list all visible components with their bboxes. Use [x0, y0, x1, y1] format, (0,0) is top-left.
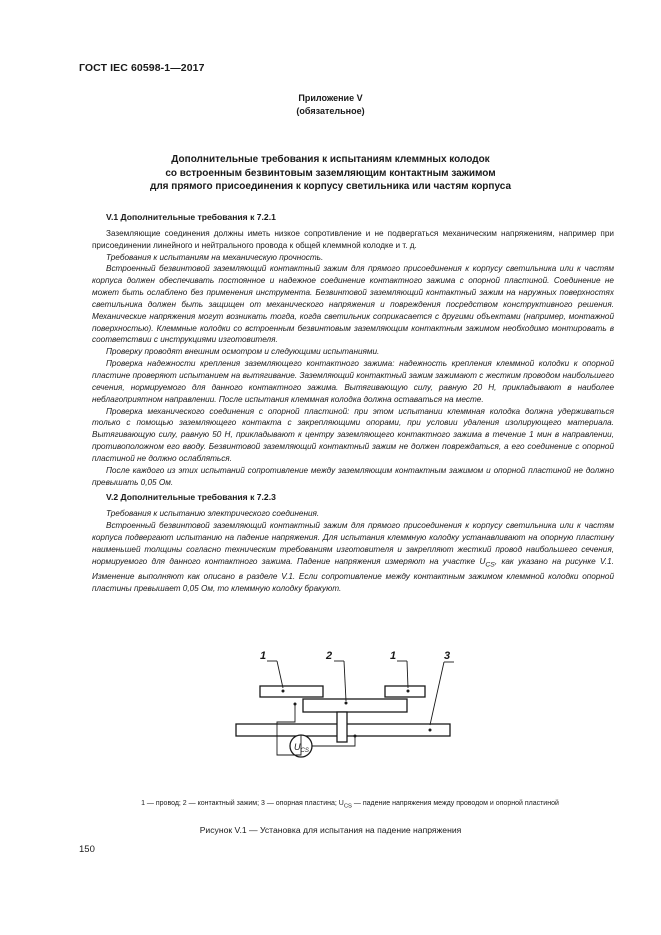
- section-v1-paragraph-6: Проверка механического соединения с опорной пластиной: при этом испытании клеммная колодка должна удерживаться только с помощью заземляющего контакта с закрепляющими опорами, при условии удаления изолирующего материала. Вытягивающую силу, равную 50 Н, прикладывают к центру заземляющего контактного зажима в течение 1 мин в направлении, противоположном его вводу. Безвинтовой заземляющий контактный зажим не должен повреждаться, а его соединение с опорной пластиной не должно ослабляться.: [92, 406, 614, 463]
- section-v2-paragraph-2: [92, 520, 614, 595]
- section-v1-paragraph-1: Заземляющие соединения должны иметь низкое сопротивление и не подвергаться механическим напряжениям, например при присоединении линейного и нейтрального провода к общей клеммной колодке и т. д.: [92, 228, 614, 250]
- lead-to-plate: [312, 736, 355, 746]
- section-v2-paragraph-1: Требования к испытанию электрического соединения.: [106, 509, 320, 519]
- legend-text-a: 1 — провод; 2 — контактный зажим; 3 — опорная пластина; U: [141, 800, 344, 807]
- section-v2-heading: V.2 Дополнительные требования к 7.2.3: [106, 492, 276, 503]
- appendix-heading: [0, 92, 661, 118]
- section-v1-paragraph-7: После каждого из этих испытаний сопротивление между заземляющим контактным зажимом и опорной пластиной не должно превышать 0,05 Ом.: [92, 465, 614, 487]
- section-v1-paragraph-3: Встроенный безвинтовой заземляющий контактный зажим для прямого присоединения к корпусу светильника или к частям корпуса должен обеспечивать постоянное и надежное соединение контактного зажима с опорной пластиной. Соединение не может быть ослаблено без применения инструмента. Безвинтовой заземляющий контактный зажим на наружных поверхностях светильника должен быть защищен от механического напряжения и повреждения посредством конструктивного решения. Механические напряжения могут возникать тогда, когда светильник соприкасается с другими объектами (например, монтажной поверхностью). Клеммные колодки со встроенным безвинтовым заземляющим контактным зажимом необходимо монтировать в соответствии с инструкциями изготовителя.: [92, 264, 614, 345]
- legend-text-b: — падение напряжения между проводом и опорной пластиной: [351, 800, 559, 807]
- label-clamp: 2: [326, 650, 333, 662]
- paragraph-text-b: , как указано на рисунке V.1. Изменение выполняют как описано в разделе V.1. Если сопротивление между контактным зажимом клеммной колодки опорной пластины превышает 0,05 Ом, то клеммную колодку бракуют.: [92, 556, 614, 593]
- contact-clamp: [303, 699, 407, 712]
- document-body: [92, 212, 614, 595]
- section-v1-heading: V.1 Дополнительные требования к 7.2.1: [106, 212, 276, 222]
- section-v1-paragraph-2: Требования к испытаниям на механическую прочность.: [106, 252, 324, 262]
- main-title-line-1: Дополнительные требования к испытаниям клеммных колодок: [171, 154, 490, 165]
- label-plate: 3: [444, 650, 451, 662]
- document-header: ГОСТ IEC 60598-1—2017: [79, 62, 205, 74]
- appendix-status: (обязательное): [296, 106, 365, 116]
- clamp-stem: [337, 712, 347, 742]
- voltmeter-subscript: CS: [300, 748, 309, 754]
- figure-v1-diagram: [230, 646, 460, 758]
- section-v1-paragraph-5: Проверка надежности крепления заземляющего контактного зажима: надежность крепления клеммной колодки к опорной пластине проверяют испытанием на вытягивание. Заземляющий контактный зажим зажимают с жестким проводом наибольшего сечения, нормируемого для данного контактного зажима. Вытягивающую силу, равную 20 Н, прикладывают в наиболее неблагоприятном направлении. После испытания клеммная колодка должна оставаться на месте.: [92, 359, 614, 404]
- figure-legend: [80, 800, 620, 809]
- right-wire: [385, 686, 425, 697]
- left-wire: [260, 686, 323, 697]
- main-title-line-2: со встроенным безвинтовым заземляющим контактным зажимом: [165, 167, 496, 179]
- appendix-title: Приложение V: [298, 93, 363, 103]
- appendix-main-title: [0, 153, 661, 194]
- voltmeter-symbol: U: [294, 742, 301, 752]
- label-wire-left: 1: [260, 650, 267, 662]
- page-number: 150: [79, 844, 95, 855]
- voltage-subscript: CS: [485, 561, 495, 569]
- paragraph-text-a: Встроенный безвинтовой заземляющий контактный зажим для прямого присоединения к корпусу светильника или к частям корпуса подвергают испытанию на падение напряжения. Для испытания клеммную колодку устанавливают на опорную пластину наименьшей толщины согласно техническим требованиям изготовителя и закрепляют жесткий провод наибольшего сечения, нормируемого для данного контактного зажима. Падение напряжения измеряют на участке U: [92, 521, 614, 566]
- main-title-line-3: для прямого присоединения к корпусу светильника или частям корпуса: [149, 181, 512, 192]
- label-wire-right: 1: [390, 650, 397, 662]
- legend-subscript: CS: [343, 803, 352, 810]
- section-v1-paragraph-4: Проверку проводят внешним осмотром и следующими испытаниями.: [106, 347, 380, 357]
- figure-caption: Рисунок V.1 — Установка для испытания на падение напряжения: [199, 825, 462, 835]
